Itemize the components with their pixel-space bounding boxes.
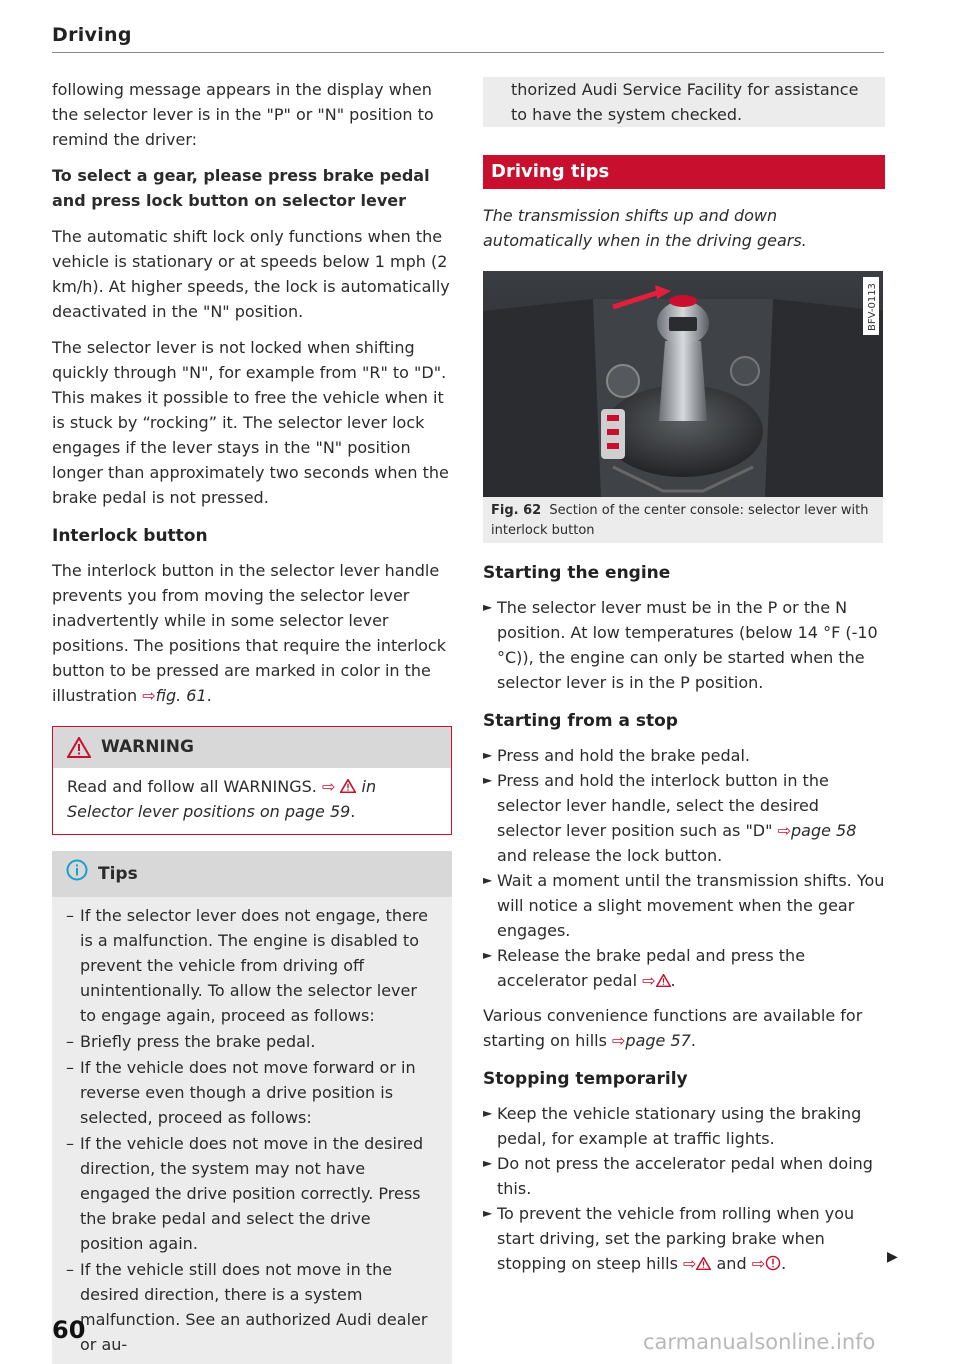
interlock-text: The interlock button in the selector lever handle prevents you from moving the selector lever inadvertently while in some selector lever positions. The positions that require the interlock button to be pressed are marked in color in the illustration (52, 561, 446, 705)
list-item: ► Press and hold the interlock button in the selector lever handle, select the desired selector lever position such as "D" ⇨page 58 and release the lock button. (483, 771, 857, 865)
paragraph-rocking: The selector lever is not locked when shifting quickly through "N", for example from "R" to "D". This makes it possible to free the vehicle when it is stuck by “rocking” it. The selector lever lock engages if the lever stays in the "N" position longer than approximately two seconds when the brake pedal is not pressed. (52, 338, 449, 507)
driving-tips-intro: The transmission shifts up and down automatically when in the driving gears. (483, 206, 807, 250)
list-item: ► Keep the vehicle stationary using the braking pedal, for example at traffic lights. (483, 1104, 862, 1148)
warning-body (53, 768, 451, 834)
tips-box (52, 851, 452, 1364)
paragraph-interlock (52, 558, 452, 708)
header-divider (52, 52, 884, 53)
right-column (483, 77, 885, 1286)
tip-item: – If the vehicle does not move in the desired direction, the system may not have engaged the drive position correctly. Press the brake pedal and select the drive position again. (66, 1134, 424, 1253)
heading-starting-engine: Starting the engine (483, 563, 671, 583)
list-item: ► Wait a moment until the transmission shifts. You will notice a slight movement when the gear engages. (483, 871, 885, 940)
tips-title: Tips (98, 863, 138, 884)
warning-text: Read and follow all WARNINGS. (67, 777, 317, 796)
figure-caption-text: Section of the center console: selector lever with interlock button (491, 503, 869, 538)
reference-arrow-icon: ⇨ (321, 777, 336, 796)
warning-reference-link[interactable]: in Selector lever positions on page 59 (67, 777, 377, 821)
paragraph-shift-lock-message: following message appears in the display when the selector lever is in the "P" or "N" position to remind the driver: (52, 80, 434, 149)
tip-item: – If the vehicle does not move forward or in reverse even though a drive position is selected, proceed as follows: (66, 1058, 416, 1127)
list-item: ► The selector lever must be in the P or the N position. At low temperatures (below 14 °F (-10 °C)), the engine can only be started when the selector lever is in the P position. (483, 598, 878, 692)
watermark: carmanualsonline.info (643, 1330, 876, 1354)
warning-triangle-icon (696, 1257, 711, 1270)
paragraph-shift-lock-speed: The automatic shift lock only functions when the vehicle is stationary or at speeds below 1 mph (2 km/h). At higher speeds, the lock is automatically deactivated in the "N" position. (52, 227, 450, 321)
info-icon (66, 859, 88, 889)
heading-starting-from-stop: Starting from a stop (483, 711, 678, 731)
warning-header (53, 727, 451, 768)
tips-body (52, 897, 452, 1364)
starting-from-stop-list (483, 743, 885, 993)
tips-header (52, 851, 452, 897)
selector-lever-photo (483, 271, 883, 497)
interlock-period: . (206, 686, 212, 705)
figure-reference-link[interactable]: fig. 61 (155, 686, 207, 705)
warning-period: . (350, 802, 356, 821)
tip-item: – If the vehicle still does not move in the desired direction, there is a system malfunction. See an authorized Audi dealer or au- (66, 1260, 428, 1354)
next-page-arrow-icon[interactable]: ▶ (887, 1249, 898, 1265)
warning-box (52, 726, 452, 835)
display-message: To select a gear, please press brake pedal and press lock button on selector lever (52, 166, 430, 210)
list-item: ► Press and hold the brake pedal. (483, 746, 750, 765)
section-title: Driving (52, 24, 132, 46)
figure-selector-lever (483, 271, 883, 543)
convenience-paragraph: Various convenience functions are available for starting on hills ⇨page 57. (483, 1006, 863, 1050)
reference-arrow-icon: ⇨ (142, 686, 156, 705)
heading-interlock-button: Interlock button (52, 526, 208, 546)
starting-engine-list (483, 595, 885, 695)
list-item: ► Release the brake pedal and press the accelerator pedal ⇨ . (483, 946, 806, 990)
heading-stopping-temporarily: Stopping temporarily (483, 1069, 688, 1089)
figure-label: Fig. 62 (491, 503, 542, 518)
tips-continuation: thorized Audi Service Facility for assistance to have the system checked. (483, 77, 885, 127)
warning-triangle-icon (67, 737, 91, 758)
page-reference-link[interactable]: page 57 (625, 1031, 691, 1050)
page-reference-link[interactable]: page 58 (790, 821, 857, 840)
left-column (52, 77, 452, 1364)
page-number: 60 (52, 1316, 86, 1344)
driving-tips-banner: Driving tips (483, 155, 885, 189)
warning-triangle-icon (656, 974, 671, 987)
tip-item: – Briefly press the brake pedal. (66, 1032, 316, 1051)
warning-title: WARNING (101, 737, 194, 757)
warning-ref-triangle-icon (340, 777, 356, 796)
stopping-list (483, 1101, 885, 1276)
list-item: ► To prevent the vehicle from rolling when you start driving, set the parking brake when stopping on steep hills ⇨ and ⇨ . (483, 1204, 855, 1273)
figure-caption (483, 497, 883, 543)
list-item: ► Do not press the accelerator pedal when doing this. (483, 1154, 873, 1198)
note-circle-icon (765, 1255, 781, 1271)
figure-code: BFV-0113 (867, 283, 878, 331)
tip-item: – If the selector lever does not engage, there is a malfunction. The engine is disabled to prevent the vehicle from driving off unintentionally. To allow the selector lever to engage again, proceed as follows: (66, 906, 428, 1025)
